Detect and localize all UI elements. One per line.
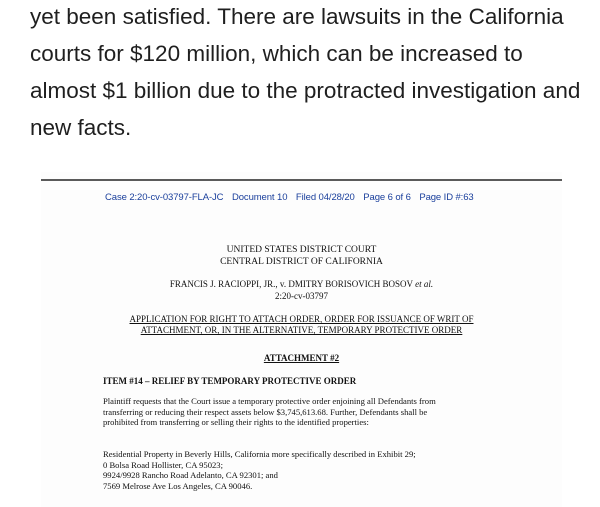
property-line: 7569 Melrose Ave Los Angeles, CA 90046. bbox=[103, 480, 253, 491]
paragraph-line: transferring or reducing their respect assets below $3,745,613.68. Further, Defendants shall be bbox=[103, 406, 428, 417]
article-text bbox=[30, 0, 590, 146]
article-line: yet been satisfied. There are lawsuits in the California bbox=[30, 4, 564, 29]
case-label: Case 2:20-cv-03797-FLA-JC bbox=[105, 192, 224, 203]
court-document-image[interactable] bbox=[41, 172, 562, 507]
case-number: 2:20-cv-03797 bbox=[275, 291, 328, 301]
article-line: almost $1 billion due to the protracted investigation and bbox=[30, 78, 581, 103]
property-line: 9924/9928 Rancho Road Adelanto, CA 92301; and bbox=[103, 470, 278, 480]
document-number: Document 10 bbox=[231, 192, 288, 203]
court-name: UNITED STATES DISTRICT COURT bbox=[226, 245, 377, 255]
document-header bbox=[105, 192, 480, 203]
property-line: Residential Property in Beverly Hills, California more specifically described in Exhibit 29; bbox=[103, 449, 416, 459]
item-heading: ITEM #14 – RELIEF BY TEMPORARY PROTECTIVE ORDER bbox=[103, 376, 357, 386]
court-district: CENTRAL DISTRICT OF CALIFORNIA bbox=[220, 257, 383, 267]
page-count: Page 6 of 6 bbox=[363, 192, 411, 203]
application-title bbox=[41, 314, 562, 336]
parties-main: FRANCIS J. RACIOPPI, JR., v. DMITRY BORISOVICH BOSOV bbox=[169, 279, 413, 289]
property-line: 0 Bolsa Road Hollister, CA 95023; bbox=[103, 459, 223, 470]
document-top-rule bbox=[41, 179, 562, 181]
paragraph-line: Plaintiff requests that the Court issue a temporary protective order enjoining all Defendants from bbox=[103, 396, 436, 406]
relief-paragraph bbox=[103, 396, 436, 428]
paragraph-line: prohibited from transferring or selling their rights to the identified properties: bbox=[103, 417, 369, 427]
application-title-line: ATTACHMENT, OR, IN THE ALTERNATIVE, TEMPORARY PROTECTIVE ORDER bbox=[140, 325, 463, 335]
attachment-title: ATTACHMENT #2 bbox=[263, 353, 340, 363]
article-line: new facts. bbox=[30, 115, 132, 140]
application-title-line: APPLICATION FOR RIGHT TO ATTACH ORDER, ORDER FOR ISSUANCE OF WRIT OF bbox=[129, 314, 474, 324]
article-line: courts for $120 million, which can be increased to bbox=[30, 41, 523, 66]
page-id: Page ID #:63 bbox=[419, 192, 474, 203]
parties-suffix: et al. bbox=[415, 279, 434, 289]
case-parties bbox=[41, 279, 562, 289]
filed-date: Filed 04/28/20 bbox=[295, 192, 355, 203]
property-list bbox=[103, 449, 416, 491]
